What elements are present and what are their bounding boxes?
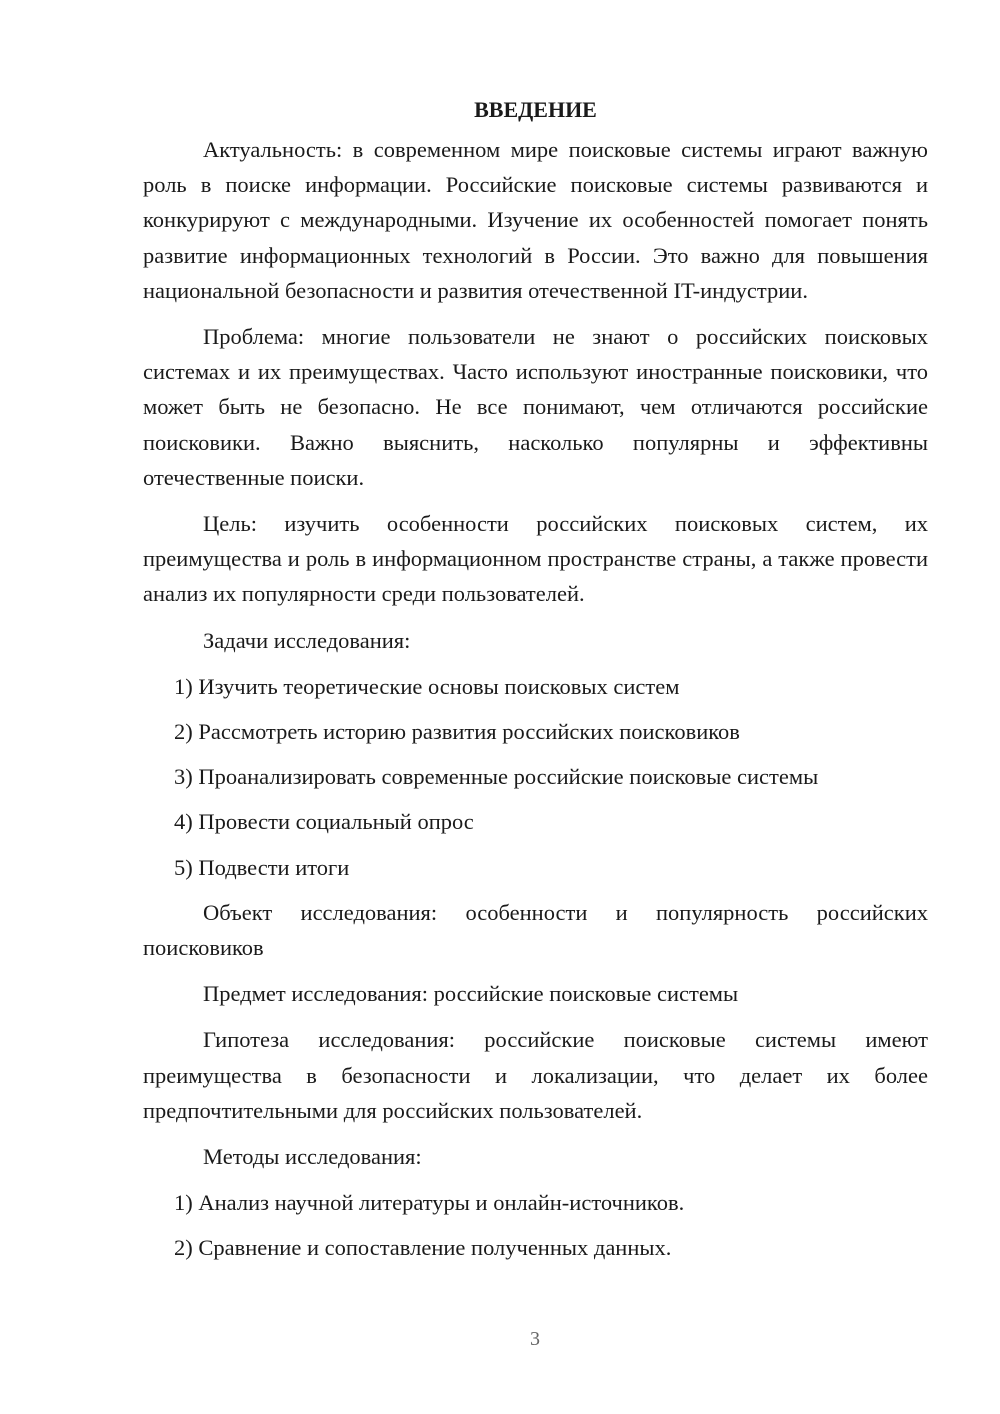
- list-item: 1) Изучить теоретические основы поисковых систем: [174, 673, 680, 699]
- tasks-list: [143, 669, 928, 885]
- document-page: [143, 92, 928, 1276]
- list-item: 3) Проанализировать современные российские поисковые системы: [174, 764, 819, 790]
- paragraph-tasks-heading: Задачи исследования:: [203, 627, 411, 653]
- list-item: 2) Сравнение и сопоставление полученных данных.: [174, 1235, 672, 1261]
- paragraph-actuality: Актуальность: в современном мире поисковые системы играют важную роль в поиске информации. Российские поисковые системы развиваются и конкурируют с международными. Изучение их особенностей помогает понять развитие информационных технологий в России. Это важно для повышения национальной безопасности и развития отечественной IT-индустрии.: [143, 137, 928, 303]
- list-item: 2) Рассмотреть историю развития российских поисковиков: [174, 719, 740, 745]
- paragraph-hypothesis: Гипотеза исследования: российские поисковые системы имеют преимущества в безопасности и локализации, что делает их более предпочтительными для российских пользователей.: [143, 1027, 928, 1123]
- list-item: 1) Анализ научной литературы и онлайн-источников.: [174, 1190, 685, 1216]
- page-number: 3: [530, 1328, 540, 1350]
- paragraph-problem: Проблема: многие пользователи не знают о российских поисковых системах и их преимуществах. Часто используют иностранные поисковики, что может быть не безопасно. Не все понимают, чем отличаются российские поисковики. Важно выяснить, насколько популярны и эффективны отечественные поиски.: [143, 324, 928, 490]
- paragraph-object: Объект исследования: особенности и популярность российских поисковиков: [143, 899, 928, 961]
- paragraph-goal: Цель: изучить особенности российских поисковых систем, их преимущества и роль в информационном пространстве страны, а также провести анализ их популярности среди пользователей.: [143, 511, 928, 607]
- methods-list: [143, 1185, 928, 1265]
- section-heading: ВВЕДЕНИЕ: [474, 97, 597, 122]
- list-item: 4) Провести социальный опрос: [174, 809, 474, 835]
- paragraph-methods-heading: Методы исследования:: [203, 1144, 422, 1170]
- paragraph-subject: Предмет исследования: российские поисковые системы: [203, 981, 739, 1007]
- list-item: 5) Подвести итоги: [174, 854, 350, 880]
